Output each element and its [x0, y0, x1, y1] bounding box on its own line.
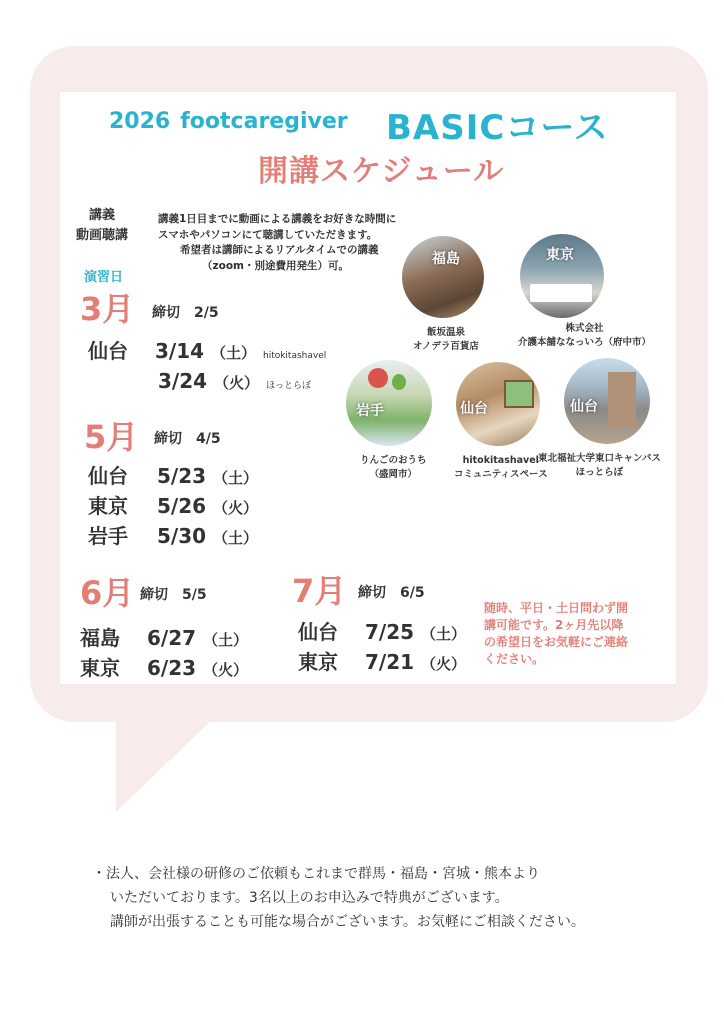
row-date: 6/23	[146, 656, 197, 680]
venue-caption-line: オノデラ百貨店	[413, 341, 479, 352]
venue-caption-line: ほっとらぼ	[575, 467, 624, 478]
schedule-row-may-1	[88, 460, 258, 489]
row-city: 岩手	[88, 524, 128, 548]
practice-label: 演習日	[84, 270, 124, 285]
footer-line: ・法人、会社様の研修のご依頼もこれまで群馬・福島・宮城・熊本より	[92, 866, 540, 882]
leaf-icon	[392, 374, 406, 390]
header-year-brand	[109, 109, 348, 134]
schedule-row-may-3	[88, 520, 258, 549]
row-weekday: （火）	[214, 374, 260, 392]
month-june: 6月	[80, 574, 135, 612]
venue-caption-tokyo	[518, 322, 651, 350]
row-city: 仙台	[88, 464, 128, 488]
row-note: ほっとらぼ	[266, 381, 312, 391]
row-date: 7/21	[364, 650, 415, 674]
anytime-line: 随時、平日・土日問わず開	[484, 601, 629, 615]
venue-caption-line: 飯坂温泉	[426, 327, 465, 338]
schedule-row-june-2	[80, 652, 248, 681]
row-weekday: （土）	[203, 631, 249, 649]
header-subtitle: 開講スケジュール	[258, 154, 505, 189]
header-brand: footcaregiver	[180, 109, 348, 134]
venue-sign	[530, 284, 592, 302]
deadline-date: 4/5	[196, 431, 221, 447]
deadline-date: 5/5	[182, 587, 207, 603]
venue-photo-iwate	[346, 360, 432, 446]
lecture-text-line: （zoom・別途費用発生）可。	[202, 259, 349, 272]
window-shape	[504, 380, 534, 408]
venue-tag: 岩手	[356, 403, 384, 419]
venue-caption-sendai-campus	[538, 452, 661, 480]
header-year: 2026	[109, 109, 171, 134]
venue-caption-line: 東北福祉大学東口キャンパス	[538, 453, 661, 464]
lecture-text-line: 講義1日目までに動画による講義をお好きな時間に	[158, 213, 397, 225]
row-date: 3/24	[158, 369, 208, 393]
row-city: 東京	[88, 494, 128, 518]
schedule-row-july-1	[298, 616, 466, 645]
deadline-july	[358, 582, 425, 602]
venue-caption-line: 株式会社	[565, 323, 604, 334]
deadline-march	[152, 302, 219, 322]
anytime-line: の希望日をお気軽にご連絡	[484, 635, 629, 649]
deadline-label: 締切	[152, 305, 180, 321]
venue-caption-iwate	[360, 454, 427, 482]
anytime-line: 講可能です。2ヶ月先以降	[484, 618, 624, 632]
row-city: 福島	[80, 626, 120, 650]
lecture-label-line2: 動画聴講	[76, 228, 129, 243]
header-course-title: BASICコース	[386, 108, 609, 148]
lecture-label-line1: 講義	[89, 208, 116, 223]
row-weekday: （土）	[421, 625, 467, 643]
month-march: 3月	[80, 290, 135, 328]
deadline-label: 締切	[154, 431, 182, 447]
row-city: 仙台	[88, 339, 128, 363]
lecture-description	[158, 212, 396, 274]
apple-icon	[368, 368, 388, 388]
deadline-label: 締切	[140, 587, 168, 603]
schedule-row-june-1	[80, 622, 248, 651]
building-shape	[608, 372, 636, 428]
row-note: hitokitashavel	[262, 351, 327, 361]
deadline-date: 2/5	[194, 305, 219, 321]
anytime-note	[484, 600, 628, 668]
deadline-june	[140, 584, 207, 604]
row-weekday: （火）	[421, 655, 467, 673]
month-may: 5月	[84, 418, 139, 456]
row-date: 3/14	[154, 339, 205, 363]
venue-tag: 仙台	[570, 399, 598, 415]
row-weekday: （土）	[211, 344, 257, 362]
venue-tag: 福島	[432, 251, 460, 267]
schedule-row-march-1	[88, 335, 326, 364]
deadline-may	[154, 428, 221, 448]
row-weekday: （土）	[213, 529, 259, 547]
row-weekday: （火）	[213, 499, 259, 517]
row-date: 7/25	[364, 620, 415, 644]
row-weekday: （火）	[203, 661, 249, 679]
footer-line: いただいております。3名以上のお申込みで特典がございます。	[110, 890, 509, 906]
footer-line: 講師が出張することも可能な場合がございます。お気軽にご相談ください。	[110, 914, 585, 930]
row-city: 東京	[80, 656, 120, 680]
row-date: 5/23	[156, 464, 207, 488]
deadline-date: 6/5	[400, 585, 425, 601]
venue-caption-line: 介護本舗ななっいろ（府中市）	[518, 337, 652, 348]
venue-caption-line: （盛岡市）	[369, 469, 418, 480]
anytime-line: ください。	[484, 652, 545, 666]
venue-caption-sendai-community	[454, 454, 548, 482]
row-date: 6/27	[146, 626, 197, 650]
lecture-label	[76, 206, 128, 246]
venue-caption-fukushima	[413, 326, 479, 354]
footer-note	[92, 862, 585, 934]
month-july: 7月	[292, 572, 347, 610]
venue-caption-line: りんごのおうち	[360, 455, 427, 466]
schedule-row-may-2	[88, 490, 258, 519]
row-city: 東京	[298, 650, 338, 674]
venue-tag: 東京	[546, 247, 574, 263]
schedule-row-july-2	[298, 646, 466, 675]
venue-photo-sendai-community	[456, 362, 540, 446]
row-date: 5/26	[156, 494, 207, 518]
speech-bubble-tail	[100, 716, 220, 816]
row-date: 5/30	[156, 524, 207, 548]
venue-caption-line: hitokitashavel	[462, 455, 539, 466]
venue-photo-fukushima	[402, 236, 484, 318]
venue-tag: 仙台	[460, 401, 488, 417]
lecture-text-line: スマホやパソコンにて聴講していただきます。	[158, 228, 378, 241]
venue-photo-tokyo	[520, 234, 604, 318]
venue-caption-line: コミュニティスペース	[454, 469, 548, 480]
venue-photo-sendai-campus	[564, 358, 650, 444]
deadline-label: 締切	[358, 585, 386, 601]
row-city: 仙台	[298, 620, 338, 644]
row-weekday: （土）	[213, 469, 259, 487]
lecture-text-line: 希望者は講師によるリアルタイムでの講義	[180, 244, 379, 256]
schedule-row-march-2	[158, 369, 311, 393]
